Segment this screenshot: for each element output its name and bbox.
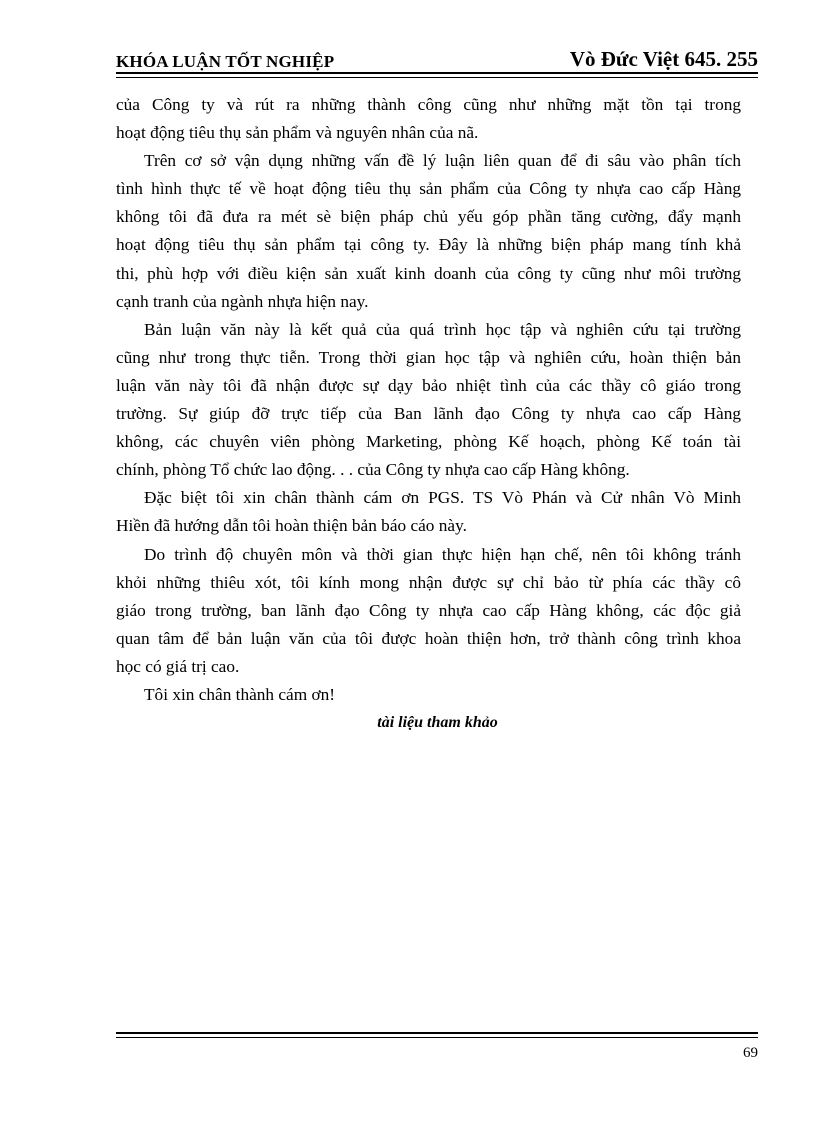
section-title: tài liệu tham khảo [377,714,498,732]
body-line: giáo trong trường, ban lãnh đạo Công ty nhựa cao cấp Hàng không, các độc giả [116,600,741,620]
footer-rule [116,1032,758,1038]
body-line: hoạt động tiêu thụ sản phẩm và nguyên nhân của nã. [116,123,479,143]
body-line: tình hình thực tế về hoạt động tiêu thụ sản phẩm của Công ty nhựa cao cấp Hàng [116,179,741,199]
body-text [116,91,741,737]
body-line: Tôi xin chân thành cám ơn! [144,684,336,704]
body-line: cạnh tranh của ngành nhựa hiện nay. [116,291,369,311]
body-line: quan tâm để bản luận văn của tôi được hoàn thiện hơn, trở thành công trình khoa [116,628,741,648]
body-line: không tôi đã đưa ra mét sè biện pháp chủ yếu góp phần tăng cường, đẩy mạnh [116,207,741,227]
header-rule [116,72,758,78]
body-line: hoạt động tiêu thụ sản phẩm tại công ty. Đây là những biện pháp mang tính khả [116,235,741,255]
body-line: không, các chuyên viên phòng Marketing, phòng Kế hoạch, phòng Kế toán tài [116,432,741,452]
page-number: 69 [743,1045,758,1061]
body-line: học có giá trị cao. [116,656,240,676]
page-header [116,42,758,72]
body-line: cũng như trong thực tiễn. Trong thời gian học tập và nghiên cứu, hoàn thiện bản [116,347,741,367]
body-line: thi, phù hợp với điều kiện sản xuất kinh doanh của công ty cũng như môi trường [116,263,741,283]
body-line: luận văn này tôi đã nhận được sự dạy bảo nhiệt tình của các thầy cô giáo trong [116,375,741,395]
body-line: Bản luận văn này là kết quả của quá trình học tập và nghiên cứu tại trường [144,319,741,339]
body-line: Trên cơ sở vận dụng những vấn đề lý luận liên quan để đi sâu vào phân tích [144,151,741,171]
body-line: khỏi những thiêu xót, tôi kính mong nhận được sự chỉ bảo từ phía các thầy cô [116,572,741,592]
body-line: Hiền đã hướng dẫn tôi hoàn thiện bản báo cáo này. [116,516,467,536]
header-author: Vò Đức Việt 645. 255 [569,47,758,71]
body-line: Do trình độ chuyên môn và thời gian thực hiện hạn chế, nên tôi không tránh [144,544,741,564]
body-line: Đặc biệt tôi xin chân thành cám ơn PGS. TS Vò Phán và Cử nhân Vò Minh [144,488,741,508]
body-line: trường. Sự giúp đỡ trực tiếp của Ban lãnh đạo Công ty nhựa cao cấp Hàng [116,404,741,424]
body-line: của Công ty và rút ra những thành công cũng như những mặt tồn tại trong [116,95,741,114]
body-line: chính, phòng Tổ chức lao động. . . của Công ty nhựa cao cấp Hàng không. [116,460,630,480]
header-title: KHÓA LUẬN TỐT NGHIỆP [116,52,335,71]
